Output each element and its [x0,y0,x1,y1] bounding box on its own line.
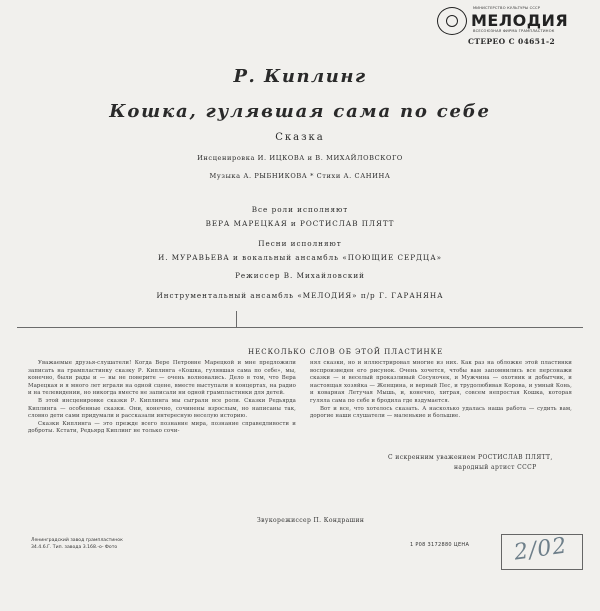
logo-ministry: МИНИСТЕРСТВО КУЛЬТУРЫ СССР [473,6,541,10]
credit-staging: Инсценировка И. ИЦКОВА и В. МИХАЙЛОВСКОГО [197,154,403,162]
notes-paragraph: Вот и все, что хотелось сказать. А насколько удалась наша работа — судить вам, дорогие наши слушатели — маленькие и большие. [310,405,572,420]
notes-column-left [28,360,296,436]
melodiya-logo [437,6,597,34]
price-code: 1 Р08 3172880 ЦЕНА [410,542,470,548]
album-subtitle: Сказка [275,132,325,143]
credit-roles-label: Все роли исполняют [251,205,349,214]
plant-name: Ленинградский завод грампластинок [31,538,123,543]
divider-tick [236,311,237,327]
catalog-number: СТЕРЕО С 04651-2 [468,37,556,46]
notes-paragraph: Сказки Киплинга — это прежде всего познание мира, познание справедливости и доброты. Кстати, Редьярд Киплинг не только сочи- [28,420,296,435]
album-title: Кошка, гулявшая сама по себе [109,101,491,122]
credit-ensemble: Инструментальный ансамбль «МЕЛОДИЯ» п/р Г. ГАРАНЯНА [156,291,444,300]
credit-director: Режиссер В. Михайловский [235,271,365,280]
logo-brand: МЕЛОДИЯ [471,11,569,30]
notes-paragraph: нял сказки, но и иллюстрировал многие из них. Как раз на обложке этой пластинки воспроизведен его рисунок. Очень хочется, чтобы вам запомнились все персонажи сказки — и веселый проказливый Сосуночек, и Мужчина — охотник и добытчик, и настоящая хозяйка — Женщина, и верный Пес, и трудолюбивая Корова, и умный Конь, и коварная Летучая Мышь, и, конечно, хитрая, совсем непростая Кошка, которая гуляла сама по себе и бродила где вздумается. [310,360,572,404]
sound-engineer: Звукорежиссер П. Кондрашин [257,517,365,524]
record-disc-icon [437,7,467,35]
credit-songs: И. МУРАВЬЕВА и вокальный ансамбль «ПОЮЩИЕ СЕРДЦА» [157,253,443,262]
divider-line [17,327,583,328]
logo-firm: ВСЕСОЮЗНАЯ ФИРМА ГРАМПЛАСТИНОК [473,29,555,33]
credit-music: Музыка А. РЫБНИКОВА * Стихи А. САНИНА [209,172,391,180]
plant-print-info: 34.4.6.Г. Тип. завода 3.168.-о- Фото [31,545,118,550]
credit-roles: ВЕРА МАРЕЦКАЯ и РОСТИСЛАВ ПЛЯТТ [205,219,395,228]
stamp-number: 2/02 [512,533,569,566]
notes-paragraph: В этой инсценировке сказки Р. Киплинга мы сыграли все роли. Сказки Редьярда Киплинга — особенные сказки. Они, конечно, сочинены взрослым, но написаны так, словно дети сами придумали и рассказали интересную веселую историю. [28,397,296,420]
signature-line: С искренним уважением РОСТИСЛАВ ПЛЯТТ, [388,454,553,461]
notes-paragraph: Уважаемые друзья-слушатели! Когда Вере Петровне Марецкой и мне предложили записать на грампластинку сказку Р. Киплинга «Кошка, гулявшая сама по себе», мы, конечно, были рады и — вы не поверите — очень волновались. Дело в том, что Вера Марецкая и я много лет играли на одной сцене, вместе выступали в концертах, на радио и на телевидении, но никогда вместе не записали ни одной грампластинки для детей. [28,360,296,397]
author-name: Р. Киплинг [233,66,367,87]
signature-title: народный артист СССР [454,464,537,471]
plant-info [31,534,123,564]
credit-songs-label: Песни исполняют [258,239,342,248]
notes-title: НЕСКОЛЬКО СЛОВ ОБ ЭТОЙ ПЛАСТИНКЕ [248,348,444,356]
price-stamp [501,534,583,570]
notes-column-right [310,360,572,421]
